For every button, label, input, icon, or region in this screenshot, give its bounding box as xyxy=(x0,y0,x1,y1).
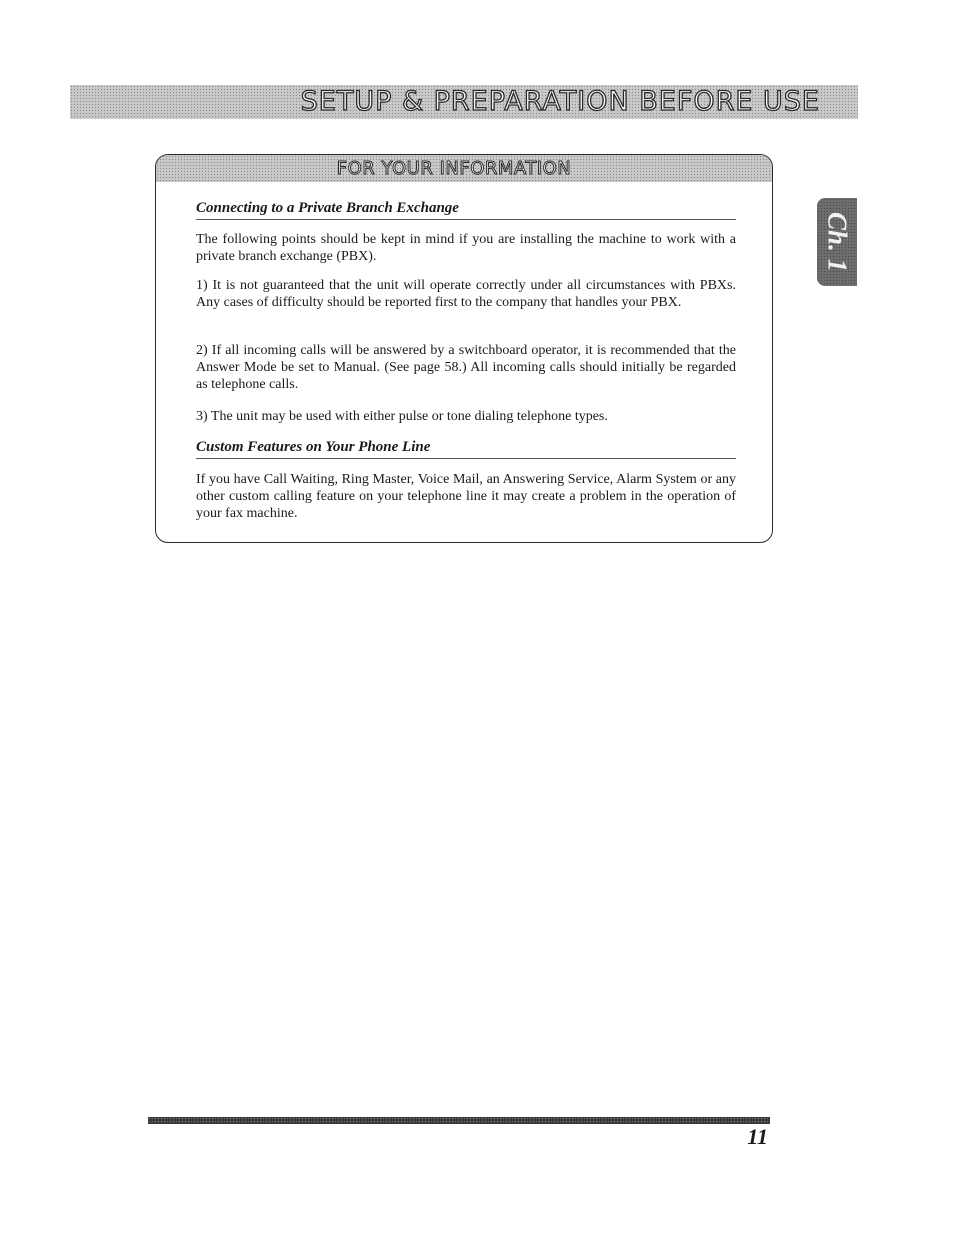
paragraph-pbx-point-1: 1) It is not guaranteed that the unit will operate correctly under all circumstances with PBXs. Any cases of difficulty should be reported first to the company that handles your PBX. xyxy=(196,278,736,310)
chapter-tab-label: Ch. 1 xyxy=(822,211,853,273)
paragraph-pbx-point-3: 3) The unit may be used with either pulse or tone dialing telephone types. xyxy=(196,409,608,424)
page-number: 11 xyxy=(747,1124,768,1149)
paragraph-custom-features: If you have Call Waiting, Ring Master, Voice Mail, an Answering Service, Alarm System or any other custom calling feature on your telephone line it may create a problem in the operation of your fax machine. xyxy=(196,472,736,521)
paragraph-pbx-intro: The following points should be kept in mind if you are installing the machine to work with a private branch exchange (PBX). xyxy=(196,232,736,264)
footer-rule xyxy=(148,1117,770,1124)
header-band xyxy=(70,85,858,119)
paragraph-pbx-point-2: 2) If all incoming calls will be answered by a switchboard operator, it is recommended that the Answer Mode be set to Manual. (See page 58.) All incoming calls should initially be regarded as telephone calls. xyxy=(196,343,736,392)
chapter-tab xyxy=(817,198,857,286)
info-box-title-band xyxy=(156,155,772,182)
info-box-title: FOR YOUR INFORMATION xyxy=(336,158,572,179)
section-heading-pbx: Connecting to a Private Branch Exchange xyxy=(196,199,736,220)
info-box xyxy=(155,154,773,543)
section-heading-custom-features: Custom Features on Your Phone Line xyxy=(196,438,736,459)
header-title: SETUP & PREPARATION BEFORE USE xyxy=(300,86,820,117)
